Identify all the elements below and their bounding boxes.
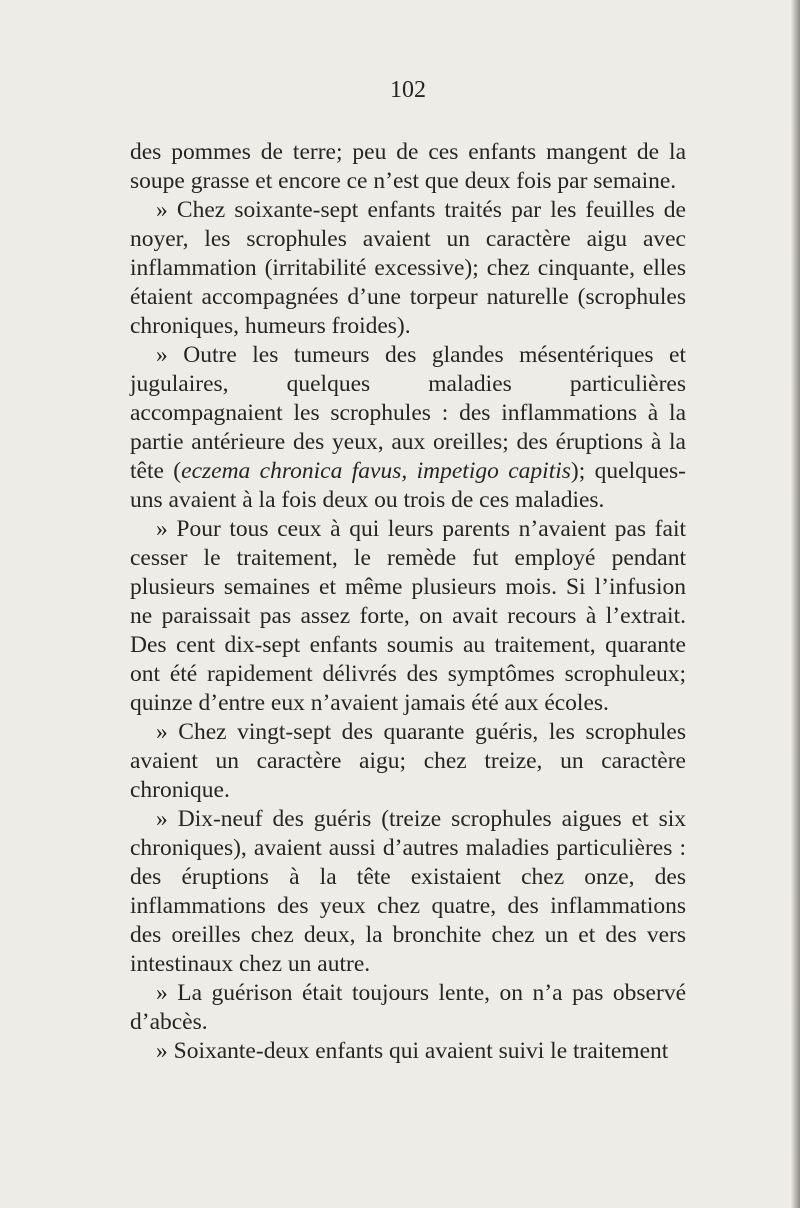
paragraph-4: » Pour tous ceux à qui leurs parents n’avaient pas fait cesser le traitement, le remède fut employé pendant plusieurs semaines et même plusieurs mois. Si l’infusion ne paraissait pas assez forte, on avait recours à l’extrait. Des cent dix-sept enfants soumis au traitement, quarante ont été rapidement délivrés des symptômes scrophuleux; quinze d’entre eux n’avaient jamais été aux écoles. [130,516,686,716]
paragraph-1: des pommes de terre; peu de ces enfants mangent de la soupe grasse et encore ce n’est que deux fois par semaine. [130,139,686,194]
paragraph-3-text: » Outre les tumeurs des glandes mésentériques et jugulaires, quelques maladies particulières accompagnaient les scrophules : des inflammations à la partie antérieure des yeux, aux oreilles; des éruptions à la tête ( [130,342,686,484]
paragraph-3-text-end: ); quelques-uns avaient à la fois deux ou trois de ces maladies. [130,458,687,513]
page-edge-shadow [791,0,800,1208]
paragraph-3 [130,341,686,515]
body-text [130,138,686,1066]
paragraph-7: » La guérison était toujours lente, on n’a pas observé d’abcès. [130,980,686,1035]
page-number: 102 [390,77,426,103]
paragraph-5: » Chez vingt-sept des quarante guéris, les scrophules avaient un caractère aigu; chez treize, un caractère chronique. [130,719,686,803]
paragraph-8: » Soixante-deux enfants qui avaient suivi le traitement [156,1038,669,1064]
paragraph-6: » Dix-neuf des guéris (treize scrophules aigues et six chroniques), avaient aussi d’autres maladies particulières : des éruptions à la tête existaient chez onze, des inflammations des yeux chez quatre, des inflammations des oreilles chez deux, la bronchite chez un et des vers intestinaux chez un autre. [130,806,686,977]
paragraph-3-latin-terms: eczema chronica favus, impetigo capitis [181,458,571,484]
paragraph-2: » Chez soixante-sept enfants traités par les feuilles de noyer, les scrophules avaient un caractère aigu avec inflammation (irritabilité excessive); chez cinquante, elles étaient accompagnées d’une torpeur naturelle (scrophules chroniques, humeurs froides). [130,197,686,339]
